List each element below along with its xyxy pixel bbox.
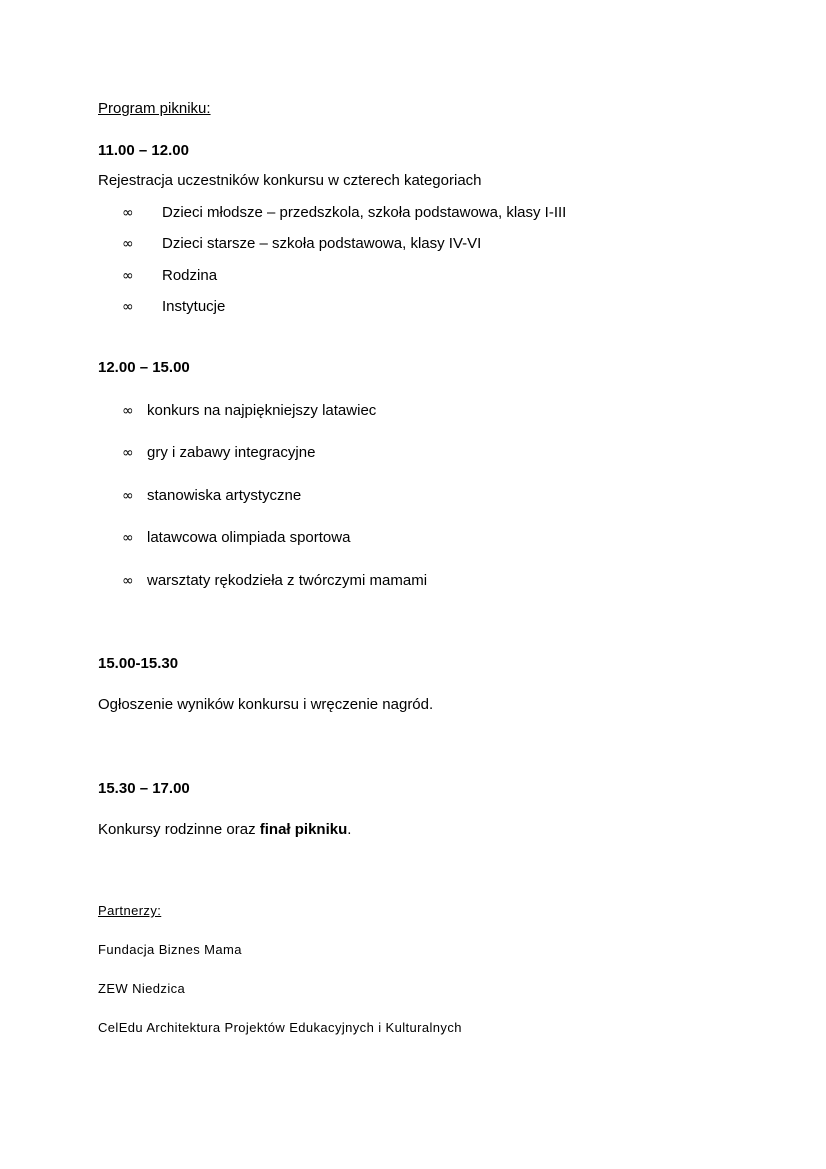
list-item-label: Instytucje (162, 298, 226, 315)
list-item-label: Rodzina (162, 267, 218, 284)
partner-item: Fundacja Biznes Mama (98, 942, 242, 957)
infinity-bullet-icon: ∞ (122, 403, 134, 419)
list-item-label: stanowiska artystyczne (147, 487, 302, 504)
section-1-time: 11.00 – 12.00 (98, 142, 189, 159)
list-item-label: gry i zabawy integracyjne (147, 444, 316, 461)
infinity-bullet-icon: ∞ (122, 445, 134, 461)
section-1-intro: Rejestracja uczestników konkursu w czterech kategoriach (98, 172, 482, 189)
program-heading: Program pikniku: (98, 100, 211, 117)
infinity-bullet-icon: ∞ (122, 299, 134, 315)
infinity-bullet-icon: ∞ (122, 573, 134, 589)
section-4-time: 15.30 – 17.00 (98, 780, 190, 797)
section-4-text-plain: Konkursy rodzinne oraz (98, 821, 260, 838)
infinity-bullet-icon: ∞ (122, 268, 134, 284)
section-3-text: Ogłoszenie wyników konkursu i wręczenie nagród. (98, 696, 434, 713)
infinity-bullet-icon: ∞ (122, 488, 134, 504)
section-4-text (98, 821, 351, 839)
list-item-label: latawcowa olimpiada sportowa (147, 529, 351, 546)
section-4-text-end: . (347, 821, 352, 838)
partners-heading: Partnerzy: (98, 903, 162, 918)
section-2-time: 12.00 – 15.00 (98, 359, 190, 376)
infinity-bullet-icon: ∞ (122, 530, 134, 546)
list-item-label: warsztaty rękodzieła z twórczymi mamami (147, 572, 428, 589)
section-4-text-bold: finał pikniku (259, 821, 348, 838)
infinity-bullet-icon: ∞ (122, 236, 134, 252)
section-3-time: 15.00-15.30 (98, 655, 179, 672)
partner-item: CelEdu Architektura Projektów Edukacyjnych i Kulturalnych (98, 1020, 462, 1035)
list-item-label: Dzieci starsze – szkoła podstawowa, klasy IV-VI (162, 235, 482, 252)
list-item-label: Dzieci młodsze – przedszkola, szkoła podstawowa, klasy I-III (162, 204, 567, 221)
list-item-label: konkurs na najpiękniejszy latawiec (147, 402, 377, 419)
partner-item: ZEW Niedzica (98, 981, 186, 996)
infinity-bullet-icon: ∞ (122, 205, 134, 221)
